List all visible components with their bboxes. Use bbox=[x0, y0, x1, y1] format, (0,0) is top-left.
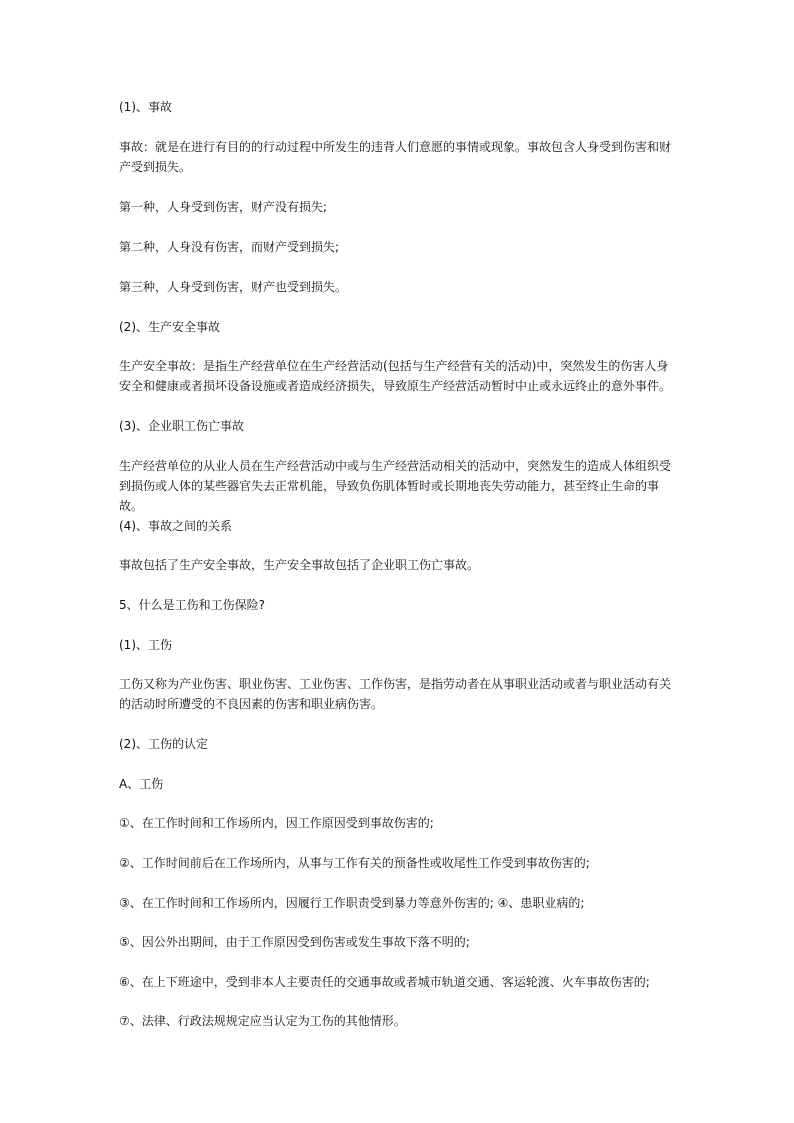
list-item-6: ⑥、在上下班途中，受到非本人主要责任的交通事故或者城市轨道交通、客运轮渡、火车事故伤害的; bbox=[119, 975, 650, 989]
paragraph-employee-casualty: 生产经营单位的从业人员在生产经营活动中或与生产经营活动相关的活动中，突然发生的造成人体组织受到损伤或人体的某些器官失去正常机能，导致负伤肌体暂时或长期地丧失劳动能力，甚至终止生命的事故。 bbox=[119, 459, 672, 513]
heading-accident: (1)、事故 bbox=[119, 100, 172, 114]
paragraph-type-three: 第三种，人身受到伤害，财产也受到损失。 bbox=[119, 280, 348, 294]
paragraph-accident-definition: 事故：就是在进行有目的的行动过程中所发生的违背人们意愿的事情或现象。事故包含人身受到伤害和财产受到损失。 bbox=[119, 140, 672, 174]
heading-injury-recognition: (2)、工伤的认定 bbox=[119, 737, 208, 751]
document-page bbox=[119, 0, 679, 1123]
paragraph-work-injury: 工伤又称为产业伤害、职业伤害、工业伤害、工作伤害，是指劳动者在从事职业活动或者与职业活动有关的活动时所遭受的不良因素的伤害和职业病伤害。 bbox=[119, 677, 672, 711]
heading-production-safety: (2)、生产安全事故 bbox=[119, 320, 220, 334]
paragraph-type-one: 第一种，人身受到伤害，财产没有损失; bbox=[119, 200, 328, 214]
heading-a-injury: A、工伤 bbox=[119, 777, 164, 791]
paragraph-type-two: 第二种，人身没有伤害，而财产受到损失; bbox=[119, 240, 340, 254]
list-item-1: ①、在工作时间和工作场所内，因工作原因受到事故伤害的; bbox=[119, 816, 434, 830]
list-item-3-4: ③、在工作时间和工作场所内，因履行工作职责受到暴力等意外伤害的; ④、患职业病的; bbox=[119, 896, 585, 910]
section-heading-work-injury: 5、什么是工伤和工伤保险? bbox=[119, 598, 266, 612]
heading-employee-casualty: (3)、企业职工伤亡事故 bbox=[119, 419, 244, 433]
heading-accident-relations: (4)、事故之间的关系 bbox=[119, 519, 232, 533]
paragraph-production-safety: 生产安全事故：是指生产经营单位在生产经营活动(包括与生产经营有关的活动)中，突然发生的伤害人身安全和健康或者损坏设备设施或者造成经济损失，导致原生产经营活动暂时中止或永远终止的意外事件。 bbox=[119, 359, 672, 393]
paragraph-accident-relations: 事故包括了生产安全事故，生产安全事故包括了企业职工伤亡事故。 bbox=[119, 558, 480, 572]
list-item-2: ②、工作时间前后在工作场所内，从事与工作有关的预备性或收尾性工作受到事故伤害的; bbox=[119, 856, 590, 870]
list-item-5: ⑤、因公外出期间，由于工作原因受到伤害或发生事故下落不明的; bbox=[119, 935, 470, 949]
heading-work-injury: (1)、工伤 bbox=[119, 638, 172, 652]
list-item-7: ⑦、法律、行政法规规定应当认定为工伤的其他情形。 bbox=[119, 1014, 406, 1028]
